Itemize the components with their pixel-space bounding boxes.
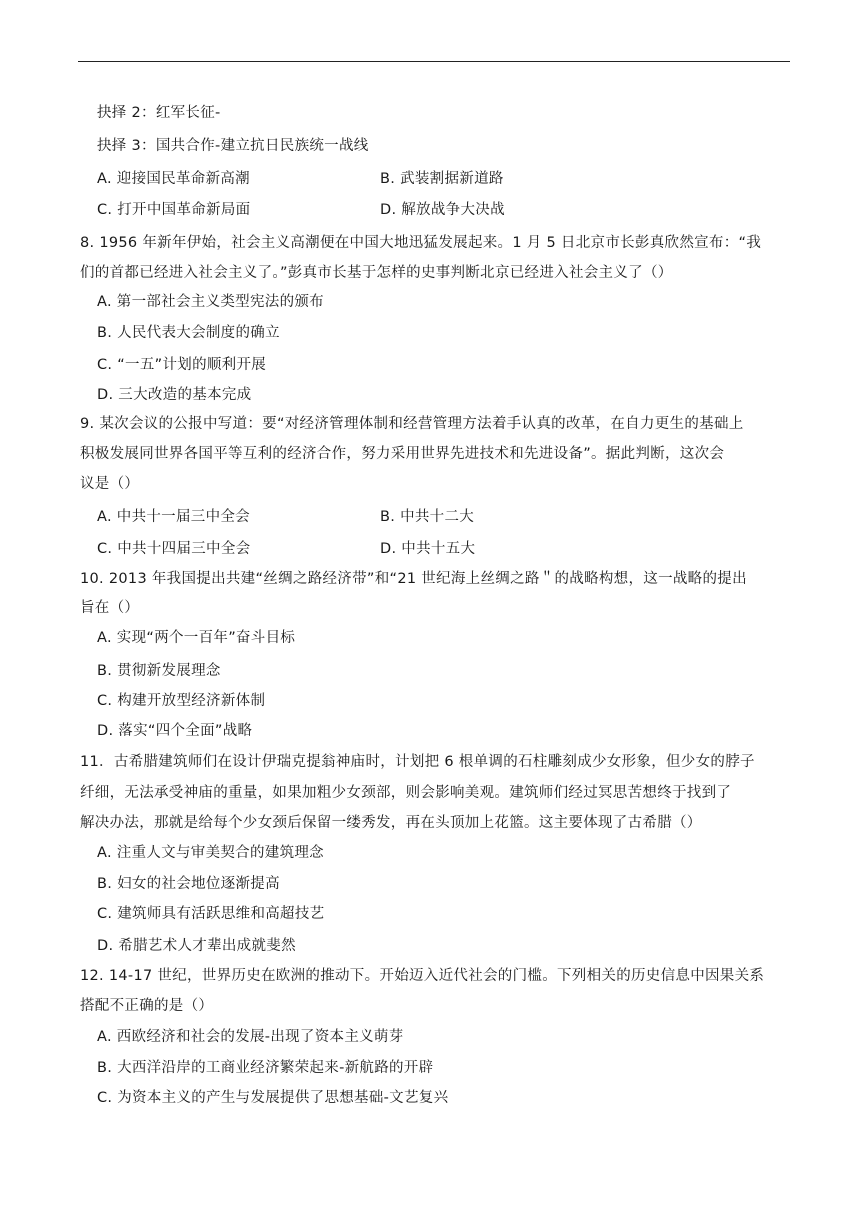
q11-option-b: B. 妇女的社会地位逐渐提高 [97, 876, 280, 892]
q11-option-a: A. 注重人文与审美契合的建筑理念 [97, 845, 324, 861]
q9-stem-line2: 积极发展同世界各国平等互利的经济合作，努力采用世界先进技术和先进设备”。据此判断，这次会 [80, 446, 725, 462]
q12-option-c: C. 为资本主义的产生与发展提供了思想基础-文艺复兴 [97, 1090, 449, 1106]
q8-option-a: A. 第一部社会主义类型宪法的颁布 [97, 294, 324, 310]
q12-stem-line2: 搭配不正确的是（） [80, 998, 214, 1014]
q10-stem-line1: 10. 2013 年我国提出共建“丝绸之路经济带”和“21 世纪海上丝绸之路＂的战略构想，这一战略的提出 [80, 571, 747, 587]
q10-option-a: A. 实现“两个一百年”奋斗目标 [97, 630, 296, 646]
q9-option-c: C. 中共十四届三中全会 [97, 541, 251, 557]
q12-option-a: A. 西欧经济和社会的发展-出现了资本主义萌芽 [97, 1029, 404, 1045]
q9-option-b: B. 中共十二大 [380, 509, 475, 525]
q8-stem-line2: 们的首都已经进入社会主义了。”彭真市长基于怎样的史事判断北京已经进入社会主义了（） [80, 265, 673, 281]
q10-option-b: B. 贯彻新发展理念 [97, 663, 221, 679]
q12-option-b: B. 大西洋沿岸的工商业经济繁荣起来-新航路的开辟 [97, 1060, 434, 1076]
q11-stem-line3: 解决办法，那就是给每个少女颈后保留一缕秀发，再在头顶加上花篮。这主要体现了古希腊（） [80, 815, 702, 831]
q11-option-c: C. 建筑师具有活跃思维和高超技艺 [97, 906, 325, 922]
q7-option-a: A. 迎接国民革命新高潮 [97, 171, 250, 187]
choice-line-3: 抉择 3：国共合作-建立抗日民族统一战线 [97, 138, 369, 154]
q11-stem-line2: 纤细，无法承受神庙的重量，如果加粗少女颈部，则会影响美观。建筑师们经过冥思苦想终于找到了 [80, 785, 732, 801]
q8-option-c: C. “一五”计划的顺利开展 [97, 357, 267, 373]
q10-option-c: C. 构建开放型经济新体制 [97, 693, 266, 709]
q9-option-d: D. 中共十五大 [380, 541, 476, 557]
q9-stem-line1: 9. 某次会议的公报中写道：要“对经济管理体制和经营管理方法着手认真的改革，在自力更生的基础上 [80, 416, 744, 432]
q11-option-d: D. 希腊艺术人才辈出成就斐然 [97, 938, 296, 954]
q8-option-d: D. 三大改造的基本完成 [97, 387, 252, 403]
q10-option-d: D. 落实“四个全面”战略 [97, 723, 253, 739]
q11-stem-line1: 11．古希腊建筑师们在设计伊瑞克提翁神庙时，计划把 6 根单调的石柱雕刻成少女形象，但少女的脖子 [80, 754, 755, 770]
q8-stem-line1: 8. 1956 年新年伊始，社会主义高潮便在中国大地迅猛发展起来。1 月 5 日北京市长彭真欣然宣布：“我 [80, 235, 762, 251]
header-rule [78, 61, 790, 62]
q8-option-b: B. 人民代表大会制度的确立 [97, 325, 280, 341]
q10-stem-line2: 旨在（） [80, 600, 140, 616]
q9-option-a: A. 中共十一届三中全会 [97, 509, 250, 525]
q7-option-b: B. 武装割据新道路 [380, 171, 504, 187]
q9-stem-line3: 议是（） [80, 476, 140, 492]
q7-option-c: C. 打开中国革命新局面 [97, 202, 251, 218]
q12-stem-line1: 12. 14-17 世纪，世界历史在欧洲的推动下。开始迈入近代社会的门槛。下列相关的历史信息中因果关系 [80, 968, 765, 984]
q7-option-d: D. 解放战争大决战 [380, 202, 505, 218]
choice-line-2: 抉择 2：红军长征- [97, 105, 221, 121]
